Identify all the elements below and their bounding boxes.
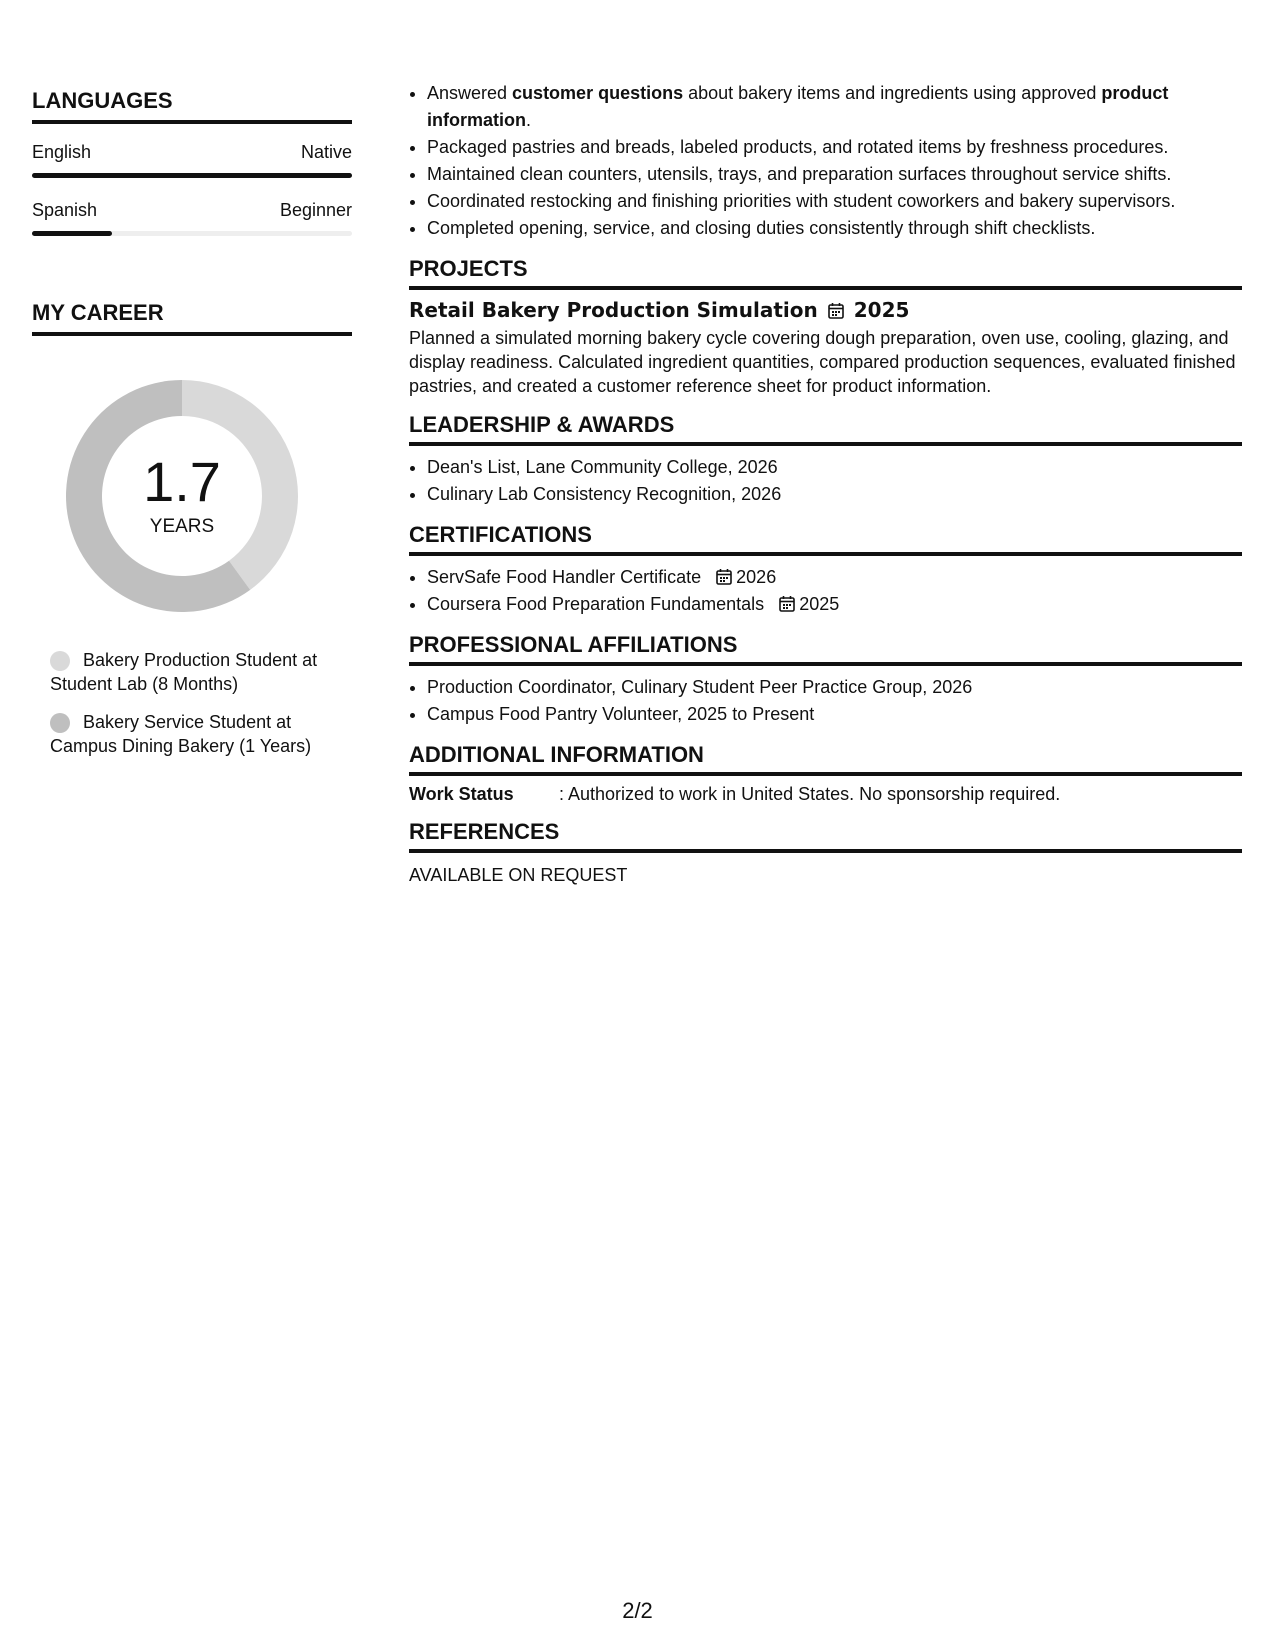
language-level: Native: [300, 142, 352, 162]
certification-year: 2025: [799, 594, 840, 614]
main-column: [409, 80, 1242, 886]
bold-phrase: customer questions: [512, 83, 684, 103]
experience-bullet: • Coordinated restocking and finishing priorities with student coworkers and bakery supervisors.: [427, 188, 1242, 215]
certification-name: ServSafe Food Handler Certificate: [427, 567, 702, 587]
language-name: Spanish: [32, 200, 98, 220]
languages-heading: LANGUAGES: [32, 88, 352, 124]
language-proficiency-bar: [32, 173, 352, 178]
calendar-icon: [716, 568, 732, 585]
career-legend-label: Bakery Service Student at Campus Dining Bakery (1 Years): [50, 712, 312, 756]
career-legend-label: Bakery Production Student at Student Lab (8 Months): [50, 650, 318, 694]
career-total-unit: YEARS: [149, 516, 215, 537]
project-title: Retail Bakery Production Simulation: [409, 298, 818, 322]
certification-year: 2026: [736, 567, 777, 587]
experience-bullet: • Packaged pastries and breads, labeled products, and rotated items by freshness procedures.: [427, 134, 1242, 161]
legend-dot-icon: [50, 713, 70, 733]
language-item: [32, 200, 352, 236]
work-status-value: : Authorized to work in United States. No sponsorship required.: [559, 784, 1061, 804]
affiliation-item: • Production Coordinator, Culinary Student Peer Practice Group, 2026: [427, 674, 1242, 701]
work-status-label: Work Status: [409, 784, 514, 804]
calendar-icon: [828, 302, 844, 319]
certifications-heading: CERTIFICATIONS: [409, 522, 1242, 556]
work-status-row: [409, 784, 1242, 805]
career-legend-item: [50, 710, 320, 758]
leadership-section: [409, 412, 1242, 508]
references-heading: REFERENCES: [409, 819, 1242, 853]
career-total-value: 1.7: [143, 450, 221, 513]
experience-bullet: • Completed opening, service, and closing duties consistently through shift checklists.: [427, 215, 1242, 242]
certification-item: [427, 591, 1242, 618]
additional-info-heading: ADDITIONAL INFORMATION: [409, 742, 1242, 776]
sidebar: [32, 88, 352, 772]
career-donut-chart: [66, 380, 298, 612]
certifications-section: [409, 522, 1242, 618]
calendar-icon: [779, 595, 795, 612]
experience-bullet: • Maintained clean counters, utensils, trays, and preparation surfaces throughout service shifts.: [427, 161, 1242, 188]
career-heading: MY CAREER: [32, 300, 352, 336]
projects-heading: PROJECTS: [409, 256, 1242, 290]
experience-bullets: [409, 80, 1242, 242]
career-legend: [50, 648, 352, 758]
language-proficiency-fill: [32, 173, 352, 178]
affiliations-heading: PROFESSIONAL AFFILIATIONS: [409, 632, 1242, 666]
career-legend-item: [50, 648, 320, 696]
language-name: English: [32, 142, 92, 162]
language-level: Beginner: [279, 200, 352, 220]
project-year: 2025: [853, 298, 910, 322]
certification-item: [427, 564, 1242, 591]
projects-section: [409, 256, 1242, 398]
experience-bullet: • Answered customer questions about bakery items and ingredients using approved product information.: [427, 80, 1242, 134]
language-item: [32, 142, 352, 178]
references-text: AVAILABLE ON REQUEST: [409, 865, 628, 885]
leadership-item: • Culinary Lab Consistency Recognition, 2026: [427, 481, 1242, 508]
references-section: [409, 819, 1242, 886]
career-section: [32, 300, 352, 758]
leadership-item: • Dean's List, Lane Community College, 2026: [427, 454, 1242, 481]
project-description: Planned a simulated morning bakery cycle covering dough preparation, oven use, cooling, glazing, and display readiness. Calculated ingredient quantities, compared production sequences, evaluated finished pastries, and created a customer reference sheet for product information.: [409, 328, 1236, 396]
language-proficiency-fill: [32, 231, 112, 236]
legend-dot-icon: [50, 651, 70, 671]
affiliations-section: [409, 632, 1242, 728]
leadership-heading: LEADERSHIP & AWARDS: [409, 412, 1242, 446]
page-number: 2/2: [622, 1598, 653, 1623]
language-proficiency-bar: [32, 231, 352, 236]
certification-name: Coursera Food Preparation Fundamentals: [427, 594, 765, 614]
additional-info-section: [409, 742, 1242, 805]
affiliation-item: • Campus Food Pantry Volunteer, 2025 to Present: [427, 701, 1242, 728]
bold-phrase: product information: [427, 83, 1169, 130]
